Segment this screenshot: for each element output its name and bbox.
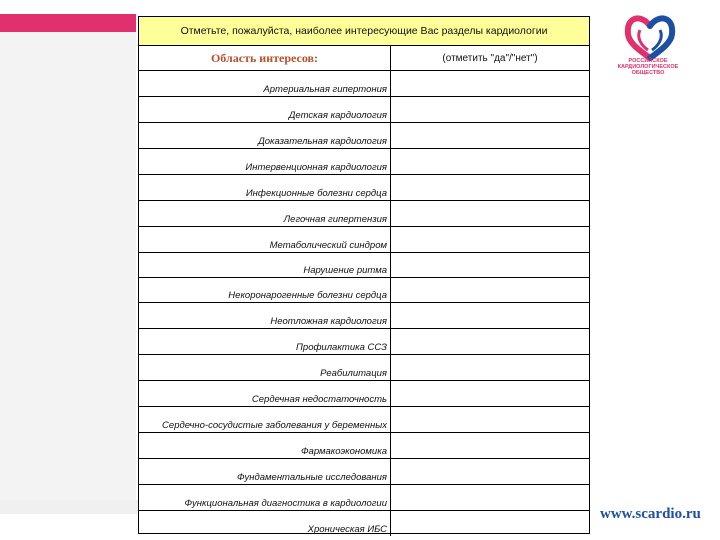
answer-cell[interactable] bbox=[391, 149, 589, 174]
column-header-row bbox=[139, 46, 589, 71]
topic-label-cell bbox=[139, 459, 391, 484]
table-row bbox=[139, 201, 589, 227]
topic-label: Некоронарогенные болезни сердца bbox=[228, 290, 387, 301]
topic-label: Профилактика ССЗ bbox=[296, 342, 387, 353]
topic-label-cell bbox=[139, 227, 391, 252]
topic-label-cell bbox=[139, 201, 391, 226]
topic-label-cell bbox=[139, 485, 391, 510]
answer-cell[interactable] bbox=[391, 329, 589, 354]
topic-label: Фундаментальные исследования bbox=[236, 472, 387, 483]
table-row bbox=[139, 355, 589, 381]
survey-table bbox=[138, 16, 590, 534]
society-logo-icon bbox=[614, 12, 686, 92]
table-row bbox=[139, 175, 589, 201]
table-row bbox=[139, 97, 589, 123]
answer-cell[interactable] bbox=[391, 407, 589, 432]
area-column-header: Область интересов: bbox=[139, 46, 391, 70]
answer-cell[interactable] bbox=[391, 303, 589, 328]
topic-label-cell bbox=[139, 71, 391, 96]
topic-label: Метаболический синдром bbox=[269, 240, 387, 251]
table-row bbox=[139, 253, 589, 278]
survey-title: Отметьте, пожалуйста, наиболее интересующие Вас разделы кардиологии bbox=[139, 17, 589, 46]
answer-cell[interactable] bbox=[391, 381, 589, 406]
topic-label: Доказательная кардиология bbox=[258, 136, 387, 147]
table-row bbox=[139, 123, 589, 149]
table-row bbox=[139, 433, 589, 459]
answer-cell[interactable] bbox=[391, 175, 589, 200]
answer-cell[interactable] bbox=[391, 123, 589, 148]
topic-label: Неотложная кардиология bbox=[270, 316, 387, 327]
table-row bbox=[139, 511, 589, 536]
answer-cell[interactable] bbox=[391, 511, 589, 536]
answer-cell[interactable] bbox=[391, 278, 589, 302]
table-row bbox=[139, 485, 589, 511]
table-row bbox=[139, 329, 589, 355]
answer-cell[interactable] bbox=[391, 459, 589, 484]
topic-label: Функциональная диагностика в кардиологии bbox=[184, 498, 387, 509]
topic-label: Детская кардиология bbox=[288, 110, 387, 121]
table-row bbox=[139, 149, 589, 175]
topic-label: Хроническая ИБС bbox=[307, 524, 387, 535]
topic-label: Сердечно-сосудистые заболевания у беременных bbox=[162, 420, 387, 431]
answer-cell[interactable] bbox=[391, 201, 589, 226]
topic-label-cell bbox=[139, 97, 391, 122]
topic-label: Артериальная гипертония bbox=[263, 84, 387, 95]
topic-label: Нарушение ритма bbox=[303, 265, 387, 276]
answer-cell[interactable] bbox=[391, 433, 589, 458]
topic-label-cell bbox=[139, 303, 391, 328]
topic-label-cell bbox=[139, 407, 391, 432]
topic-label-cell bbox=[139, 149, 391, 174]
table-row bbox=[139, 227, 589, 253]
table-row bbox=[139, 459, 589, 485]
topic-label-cell bbox=[139, 355, 391, 380]
topic-label-cell bbox=[139, 433, 391, 458]
topic-label: Интервенционная кардиология bbox=[245, 162, 387, 173]
table-row bbox=[139, 278, 589, 303]
topic-label: Реабилитация bbox=[320, 368, 387, 379]
website-link[interactable]: www.scardio.ru bbox=[600, 506, 701, 522]
table-row bbox=[139, 381, 589, 407]
answer-cell[interactable] bbox=[391, 227, 589, 252]
mark-column-header: (отметить "да"/"нет") bbox=[442, 52, 538, 64]
answer-cell[interactable] bbox=[391, 97, 589, 122]
topic-label-cell bbox=[139, 329, 391, 354]
topic-label-cell bbox=[139, 175, 391, 200]
topic-label: Сердечная недостаточность bbox=[251, 394, 387, 405]
answer-cell[interactable] bbox=[391, 253, 589, 277]
table-row bbox=[139, 303, 589, 329]
topic-label: Фармакоэкономика bbox=[301, 446, 387, 457]
left-side-panel bbox=[0, 32, 136, 500]
topic-label-cell bbox=[139, 123, 391, 148]
survey-rows bbox=[139, 71, 589, 536]
table-row bbox=[139, 71, 589, 97]
answer-cell[interactable] bbox=[391, 355, 589, 380]
topic-label-cell bbox=[139, 253, 391, 277]
answer-cell[interactable] bbox=[391, 485, 589, 510]
topic-label-cell bbox=[139, 278, 391, 302]
top-accent-band bbox=[0, 14, 136, 32]
topic-label-cell bbox=[139, 381, 391, 406]
table-row bbox=[139, 407, 589, 433]
society-name: РОССИЙСКОЕ КАРДИОЛОГИЧЕСКОЕ ОБЩЕСТВО bbox=[617, 58, 679, 76]
topic-label: Инфекционные болезни сердца bbox=[245, 188, 387, 199]
topic-label: Легочная гипертензия bbox=[283, 214, 387, 225]
answer-cell[interactable] bbox=[391, 71, 589, 96]
topic-label-cell bbox=[139, 511, 391, 536]
